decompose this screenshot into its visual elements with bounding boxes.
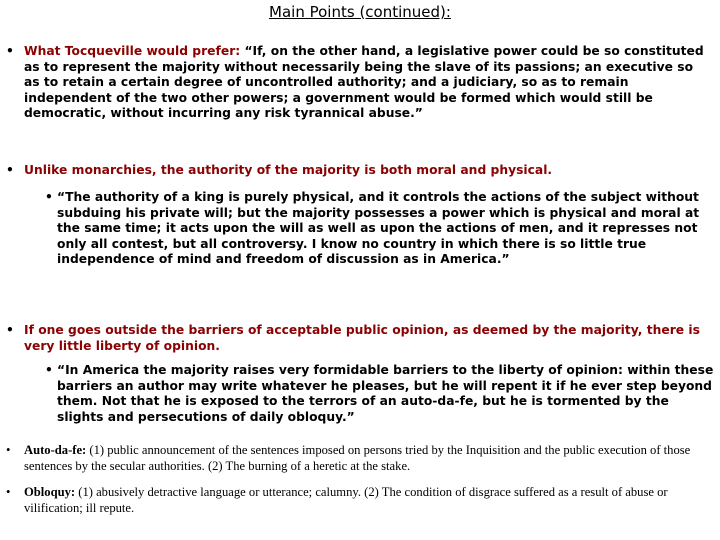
bullet-marker: • [6, 44, 14, 58]
definition-auto-da-fe [6, 442, 704, 474]
slide-title: Main Points (continued): [269, 3, 451, 21]
bullet-marker: • [45, 190, 53, 204]
bullet-marker: • [6, 485, 11, 499]
definition-obloquy [6, 484, 704, 516]
subbullet-america-quote [45, 363, 715, 425]
bullet-marker: • [45, 363, 53, 377]
definition-term: Obloquy: [24, 485, 76, 499]
bullet-liberty-of-opinion [6, 323, 704, 354]
bullet-marker: • [6, 323, 14, 337]
bullet-text: Unlike monarchies, the authority of the majority is both moral and physical. [24, 163, 553, 177]
bullet-majority-authority [6, 163, 704, 179]
bullet-text: If one goes outside the barriers of acceptable public opinion, as deemed by the majority, there is very little liberty of opinion. [24, 323, 700, 353]
bullet-text: “If, on the other hand, a legislative power could be so constituted as to represent the majority without necessarily being the slave of its passions; an executive so as to retain a certain degree of uncontrolled authority; and a judiciary, so as to remain independent of the two other powers; a government would be formed which would still be democratic, without incurring any risk tyrannical abuse.” [24, 44, 704, 120]
bullet-marker: • [6, 163, 14, 177]
definition-text: (1) abusively detractive language or utterance; calumny. (2) The condition of disgrace suffered as a result of abuse or vilification; ill repute. [24, 485, 668, 515]
bullet-tocqueville-preference [6, 44, 704, 122]
subbullet-king-quote [45, 190, 715, 268]
bullet-lead: What Tocqueville would prefer: [24, 44, 241, 58]
bullet-text: “In America the majority raises very formidable barriers to the liberty of opinion: within these barriers an author may write whatever he pleases, but he will repent it if he ever step beyond them. Not that he is exposed to the terrors of an auto-da-fe, but he is tormented by the slights and persecutions of daily obloquy.” [57, 363, 714, 424]
bullet-marker: • [6, 443, 11, 457]
bullet-text: “The authority of a king is purely physical, and it controls the actions of the subject without subduing his private will; but the majority possesses a power which is physical and moral at the same time; it acts upon the will as well as upon the actions of men, and it represses not only all contest, but all controversy. I know no country in which there is so little true independence of mind and freedom of discussion as in America.” [57, 190, 700, 266]
definition-text: (1) public announcement of the sentences imposed on persons tried by the Inquisition and the public execution of those sentences by the secular authorities. (2) The burning of a heretic at the stake. [24, 443, 691, 473]
definition-term: Auto-da-fe: [24, 443, 87, 457]
